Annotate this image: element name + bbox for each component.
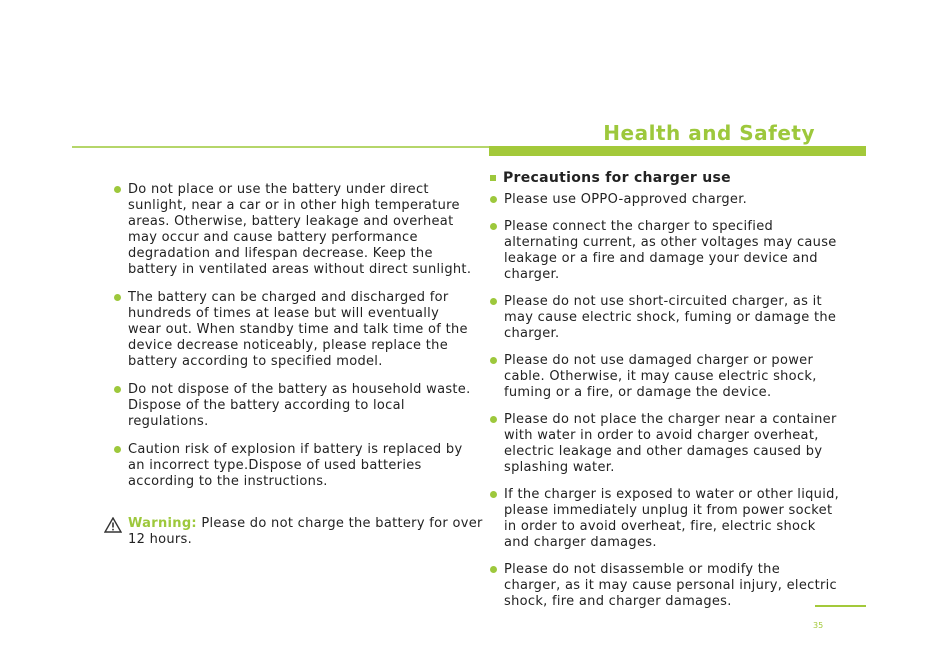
item-text: Caution risk of explosion if battery is replaced by an incorrect type.Dispose of used batteries according to the instructions.	[128, 442, 463, 489]
list-item	[114, 442, 474, 490]
section-heading	[490, 170, 840, 186]
item-text: Please do not place the charger near a container with water in order to avoid charger overheat, electric leakage and other damages caused by splashing water.	[504, 412, 837, 475]
list-item	[490, 294, 840, 342]
bullet-icon	[114, 294, 121, 301]
bullet-icon	[114, 386, 121, 393]
list-item	[114, 290, 474, 370]
list-item	[490, 562, 840, 610]
header-rule-left	[72, 146, 489, 148]
list-item	[490, 192, 840, 208]
bullet-icon	[114, 186, 121, 193]
bullet-icon	[490, 196, 497, 203]
header-rule-right	[489, 146, 866, 156]
item-text: Please use OPPO-approved charger.	[504, 192, 748, 207]
item-text: If the charger is exposed to water or other liquid, please immediately unplug it from power socket in order to avoid overheat, fire, electric shock and charger damages.	[504, 487, 840, 550]
list-item	[490, 219, 840, 283]
bullet-icon	[490, 491, 497, 498]
bullet-icon	[114, 446, 121, 453]
bullet-icon	[490, 566, 497, 573]
battery-precautions-column	[114, 182, 474, 502]
item-text: Please do not disassemble or modify the charger, as it may cause personal injury, electric shock, fire and charger damages.	[504, 562, 837, 609]
square-bullet-icon	[490, 175, 496, 181]
list-item	[490, 353, 840, 401]
warning-text: Please do not charge the battery for over 12 hours.	[128, 516, 483, 547]
bullet-icon	[490, 223, 497, 230]
charger-precautions-column	[490, 170, 840, 621]
item-text: The battery can be charged and discharged for hundreds of times at lease but will eventually wear out. When standby time and talk time of the device decrease noticeably, please replace the battery according to specified model.	[128, 290, 468, 369]
list-item	[490, 487, 840, 551]
item-text: Please do not use short-circuited charger, as it may cause electric shock, fuming or damage the charger.	[504, 294, 837, 341]
warning-label: Warning:	[128, 516, 197, 531]
item-text: Do not place or use the battery under direct sunlight, near a car or in other high temperature areas. Otherwise, battery leakage and overheat may occur and cause battery performance degradation and lifespan decrease. Keep the battery in ventilated areas without direct sunlight.	[128, 182, 472, 277]
page-number: 35	[813, 621, 824, 630]
item-text: Please connect the charger to specified alternating current, as other voltages may cause leakage or a fire and damage your device and charger.	[504, 219, 837, 282]
section-heading-text: Precautions for charger use	[503, 170, 731, 186]
bullet-icon	[490, 416, 497, 423]
footer-rule	[815, 605, 866, 607]
list-item	[114, 382, 474, 430]
warning-note	[104, 516, 484, 548]
list-item	[490, 412, 840, 476]
warning-triangle-icon	[104, 517, 122, 533]
item-text: Do not dispose of the battery as household waste. Dispose of the battery according to local regulations.	[128, 382, 471, 429]
bullet-icon	[490, 357, 497, 364]
page-title: Health and Safety	[603, 121, 815, 145]
item-text: Please do not use damaged charger or power cable. Otherwise, it may cause electric shock, fuming or a fire, or damage the device.	[504, 353, 817, 400]
list-item	[114, 182, 474, 278]
bullet-icon	[490, 298, 497, 305]
